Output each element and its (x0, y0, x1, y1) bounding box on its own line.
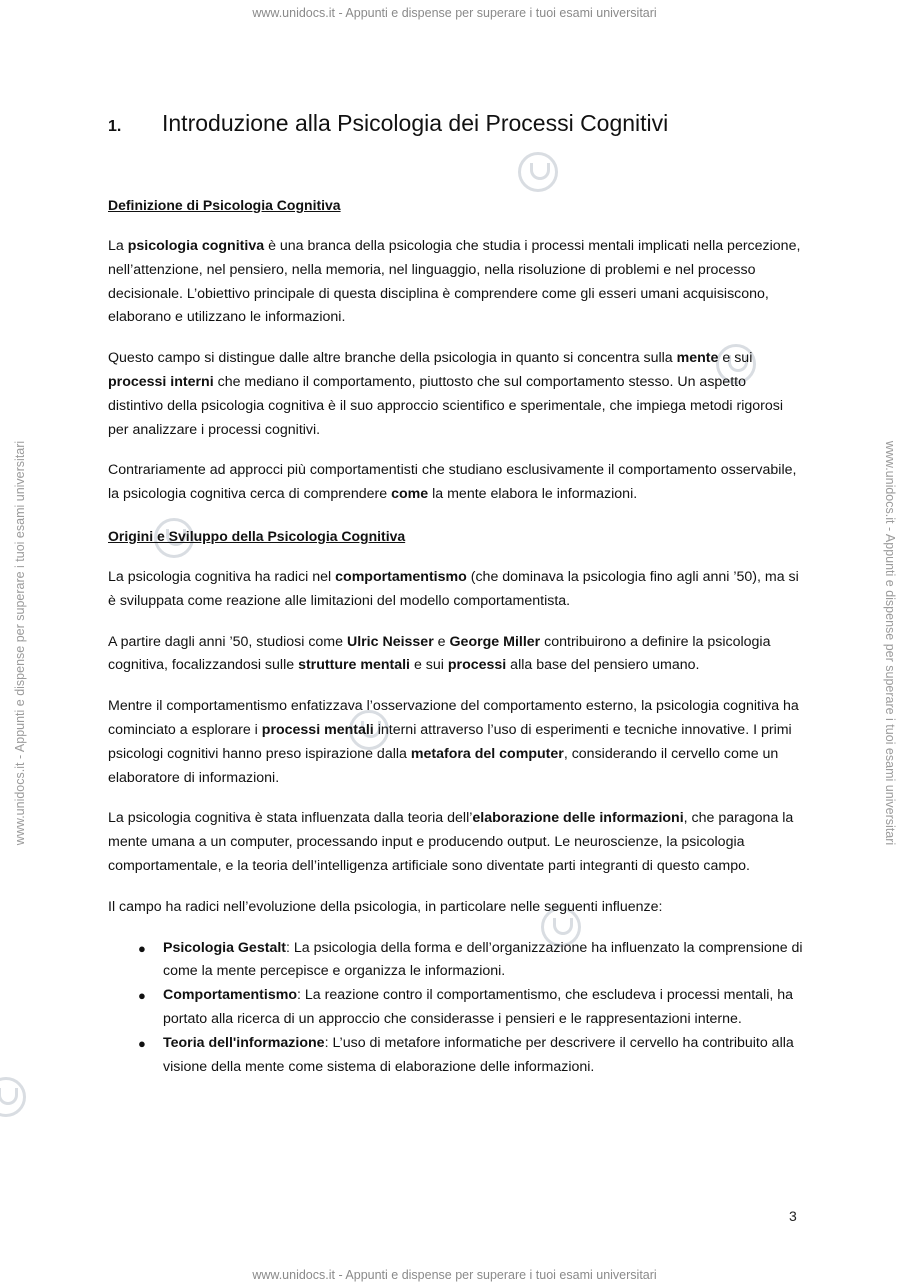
bold-text: Comportamentismo (163, 987, 298, 1004)
bold-text: processi mentali (261, 721, 374, 738)
text-run: , considerando il cervello come un elaboratore di informazioni. (108, 745, 779, 786)
paragraph (108, 566, 803, 614)
text-run: , che paragona la mente umana a un computer, processando input e producendo output. Le neuroscienze, la psicologia comportamentale, e la teoria dell’intelligenza artificiale sono diventate parti integranti di questo campo. (108, 810, 794, 874)
text-run: e (433, 633, 450, 650)
text-run: è una branca della psicologia che studia i processi mentali implicati nella percezione, nell’attenzione, nel pensiero, nella memoria, nel linguaggio, nella risoluzione di problemi e nel processo decisionale. L’obiettivo principale di questa disciplina è comprendere come gli esseri umani acquisiscono, elaborano e utilizzano le informazioni. (108, 238, 801, 326)
paragraph (108, 896, 803, 920)
text-run: e sui (410, 657, 448, 674)
paragraph (108, 631, 803, 679)
bold-text: George Miller (449, 633, 541, 650)
section-title: Origini e Sviluppo della Psicologia Cognitiva (108, 527, 406, 544)
bold-text: strutture mentali (298, 657, 411, 674)
sections-container (108, 193, 803, 1079)
watermark-banner-bottom: www.unidocs.it - Appunti e dispense per superare i tuoi esami universitari (252, 1268, 657, 1282)
text-run: : L’uso di metafore informatiche per descrivere il cervello ha contribuito alla visione della mente come sistema di elaborazione delle informazioni. (163, 1034, 794, 1075)
watermark-logo-icon (0, 1077, 26, 1117)
list-item (108, 937, 803, 985)
text-run: (che dominava la psicologia fino agli anni ’50), ma si è sviluppata come reazione alle limitazioni del modello comportamentista. (108, 568, 799, 609)
text-run: interni attraverso l’uso di esperimenti e tecniche innovative. I primi psicologi cognitivi hanno preso ispirazione dalla (108, 721, 792, 762)
paragraph (108, 459, 803, 507)
text-run: Questo campo si distingue dalle altre branche della psicologia in quanto si concentra sulla (108, 350, 677, 367)
bold-text: Ulric Neisser (346, 633, 434, 650)
text-run: Contrariamente ad approcci più comportamentisti che studiano esclusivamente il comportamento osservabile, la psicologia cognitiva cerca di comprendere (108, 462, 797, 503)
bold-text: elaborazione delle informazioni (472, 810, 684, 827)
text-run: alla base del pensiero umano. (506, 657, 700, 674)
bullet-icon: ● (138, 940, 146, 956)
chapter-title: Introduzione alla Psicologia dei Processi Cognitivi (162, 110, 669, 136)
list-item (108, 1032, 803, 1080)
text-run: e sui (718, 350, 753, 367)
bold-text: processi (447, 657, 507, 674)
paragraph (108, 807, 803, 878)
list-item (108, 984, 803, 1032)
chapter-number: 1. (108, 118, 122, 135)
text-run: Il campo ha radici nell’evoluzione della psicologia, in particolare nelle seguenti influenze: (108, 898, 663, 915)
bullet-icon: ● (138, 988, 146, 1004)
text-run: : La reazione contro il comportamentismo, che escludeva i processi mentali, ha portato alla ricerca di un approccio che considerasse i pensieri e le rappresentazioni interne. (163, 987, 794, 1027)
text-run: contribuirono a definire la psicologia cognitiva, focalizzandosi sulle (108, 633, 771, 674)
watermark-banner-right: www.unidocs.it - Appunti e dispense per superare i tuoi esami universitari (883, 440, 897, 846)
text-run: La psicologia cognitiva ha radici nel (108, 568, 336, 585)
text-run: Mentre il comportamentismo enfatizzava l’osservazione del comportamento esterno, la psicologia cognitiva ha cominciato a esplorare i (108, 698, 799, 738)
document-body (108, 110, 803, 1079)
bold-text: comportamentismo (335, 568, 467, 585)
bold-text: psicologia cognitiva (127, 238, 265, 254)
text-run: A partire dagli anni ’50, studiosi come (108, 633, 347, 650)
paragraph (108, 695, 803, 790)
text-run: La psicologia cognitiva è stata influenzata dalla teoria dell’ (108, 810, 473, 827)
watermark-banner-left: www.unidocs.it - Appunti e dispense per superare i tuoi esami universitari (13, 440, 27, 846)
section-title: Definizione di Psicologia Cognitiva (108, 197, 341, 213)
bullet-list (108, 937, 803, 1080)
bold-text: processi interni (108, 373, 214, 390)
watermark-banner-top: www.unidocs.it - Appunti e dispense per superare i tuoi esami universitari (252, 6, 657, 20)
text-run: la mente elabora le informazioni. (428, 486, 638, 503)
page-number: 3 (789, 1208, 797, 1224)
bold-text: Psicologia Gestalt (163, 939, 286, 956)
text-run: La (108, 238, 128, 254)
text-run: che mediano il comportamento, piuttosto che sul comportamento stesso. Un aspetto distintivo della psicologia cognitiva è il suo approccio scientifico e sperimentale, che impiega metodi rigorosi per analizzare i processi cognitivi. (108, 373, 784, 438)
bold-text: metafora del computer (410, 745, 564, 762)
bold-text: Teoria dell'informazione (163, 1034, 325, 1051)
bullet-icon: ● (138, 1035, 146, 1051)
bold-text: mente (676, 350, 719, 367)
text-run: : La psicologia della forma e dell’organizzazione ha influenzato la comprensione di come la mente percepisce e organizza le informazioni. (163, 939, 803, 980)
chapter-heading (108, 110, 803, 137)
paragraph (108, 235, 803, 330)
paragraph (108, 347, 803, 442)
bold-text: come (391, 486, 429, 503)
